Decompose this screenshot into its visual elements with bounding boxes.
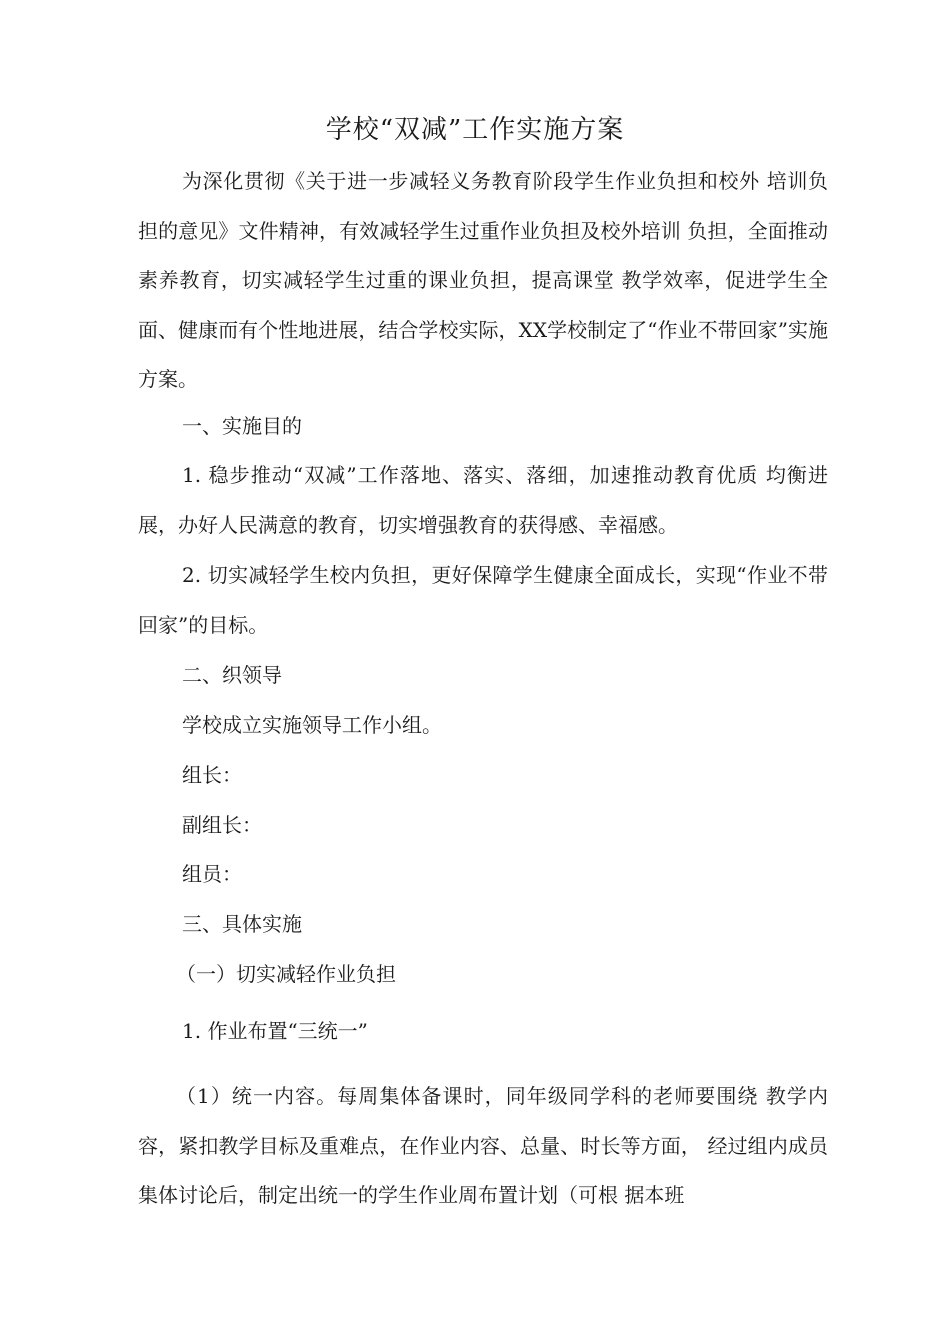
- section-heading-purpose: 一、实施目的: [182, 414, 302, 438]
- document-title: 学校“双减”工作实施方案: [325, 115, 625, 145]
- item-heading-three-unified: 1. 作业布置“三统一”: [182, 1019, 368, 1043]
- intro-paragraph: 为深化贯彻《关于进一步减轻义务教育阶段学生作业负担和校外 培训负担的意见》文件精神，有效减轻学生过重作业负担及校外培训 负担，全面推动素养教育，切实减轻学生过重的课业负担，提高课堂 教学效率，促进学生全面、健康而有个性地进展，结合学校实际，XX学校制定了“作业不带回家”实施方案。: [138, 169, 828, 391]
- leader-label: 组长：: [182, 763, 242, 787]
- subsection-heading-workload: （一）切实减轻作业负担: [176, 962, 396, 986]
- section-heading-implementation: 三、具体实施: [182, 912, 302, 936]
- member-label: 组员：: [182, 862, 242, 886]
- section-heading-organization: 二、织领导: [182, 663, 282, 687]
- goal-paragraph-2: 2. 切实减轻学生校内负担，更好保障学生健康全面成长，实现“作业不带回家”的目标。: [138, 563, 828, 637]
- deputy-leader-label: 副组长：: [182, 813, 262, 837]
- item-paragraph-unified-content: （1）统一内容。每周集体备课时，同年级同学科的老师要围绕 教学内容，紧扣教学目标及重难点，在作业内容、总量、时长等方面， 经过组内成员集体讨论后，制定出统一的学生作业周布置计划（可根 据本班: [138, 1084, 828, 1207]
- goal-paragraph-1: 1. 稳步推动“双减”工作落地、落实、落细，加速推动教育优质 均衡进展，办好人民满意的教育，切实增强教育的获得感、幸福感。: [138, 463, 828, 537]
- group-intro-text: 学校成立实施领导工作小组。: [182, 713, 442, 737]
